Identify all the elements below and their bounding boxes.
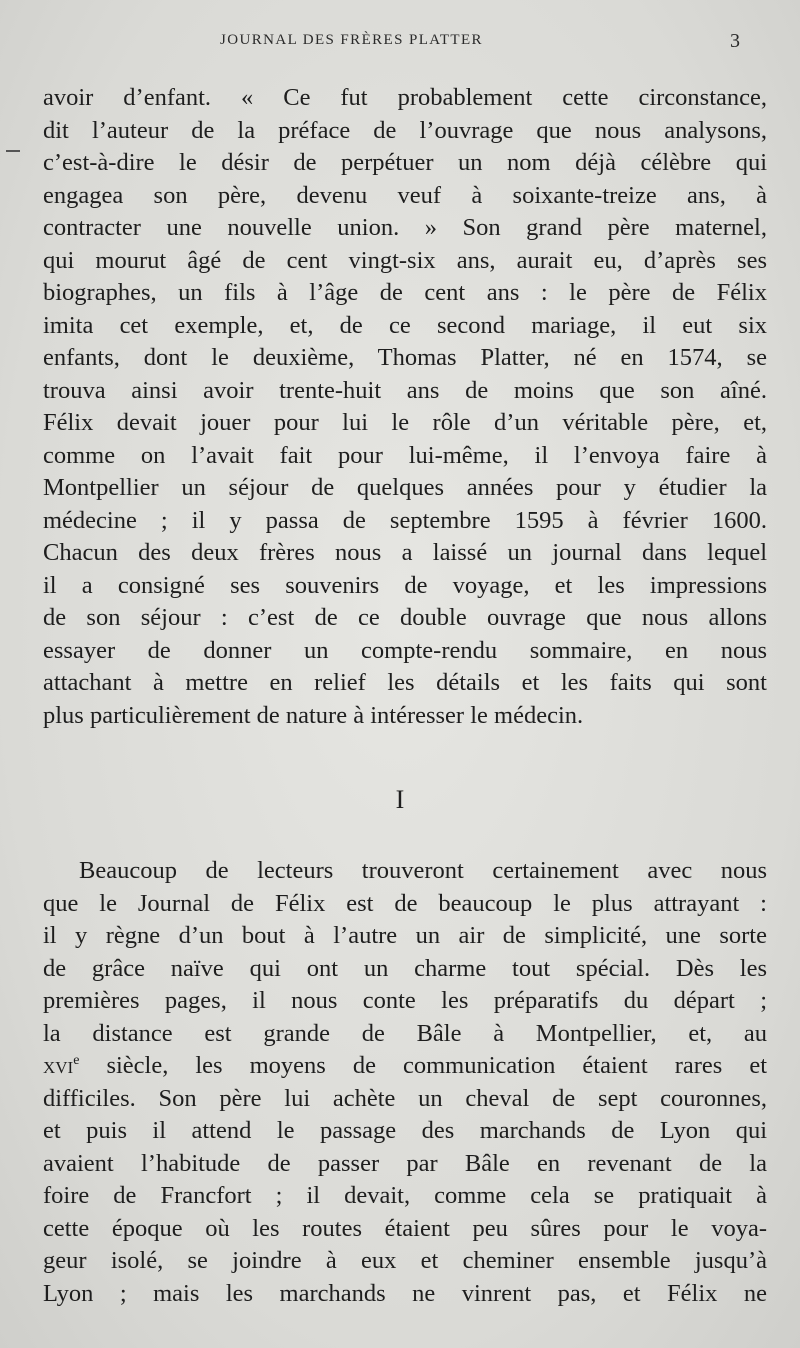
text-line: que le Journal de Félix est de beaucoup le plus attrayant : (43, 889, 767, 917)
text-line: attachant à mettre en relief les détails et les faits qui sont (43, 669, 767, 696)
text-line: Montpellier un séjour de quelques années pour y étudier la (43, 474, 767, 501)
text-line: c’est-à-dire le désir de perpétuer un nom déjà célèbre qui (43, 149, 767, 176)
text-line: Lyon ; mais les marchands ne vinrent pas, et Félix ne (43, 1279, 767, 1307)
paragraph-continued (43, 82, 767, 732)
century-line-rest: siècle, les moyens de communication étaient rares et (79, 1052, 767, 1079)
text-line: Félix devait jouer pour lui le rôle d’un véritable père, et, (43, 409, 767, 436)
text-line: avoir d’enfant. « Ce fut probablement cette circonstance, (43, 84, 767, 111)
century-superscript: e (73, 1052, 80, 1068)
text-line-century (43, 1050, 767, 1083)
text-line: foire de Francfort ; il devait, comme cela se pratiquait à (43, 1182, 767, 1209)
section-numeral: I (395, 785, 405, 814)
text-line: imita cet exemple, et, de ce second mariage, il eut six (43, 311, 767, 339)
text-line: avaient l’habitude de passer par Bâle en revenant de la (43, 1149, 767, 1177)
text-line: geur isolé, se joindre à eux et cheminer ensemble jusqu’à (43, 1247, 767, 1274)
text-line: Beaucoup de lecteurs trouveront certainement avec nous (79, 857, 767, 884)
text-line: trouva ainsi avoir trente-huit ans de moins que son aîné. (43, 376, 767, 404)
text-line: la distance est grande de Bâle à Montpellier, et, au (43, 1019, 767, 1047)
text-line: biographes, un fils à l’âge de cent ans : le père de Félix (43, 279, 767, 306)
paragraph (43, 855, 767, 1310)
text-line: il y règne d’un bout à l’autre un air de simplicité, une sorte (43, 922, 767, 949)
text-line: qui mourut âgé de cent vingt-six ans, aurait eu, d’après ses (43, 246, 767, 274)
text-line: comme on l’avait fait pour lui-même, il l’envoya faire à (43, 441, 767, 469)
text-line: dit l’auteur de la préface de l’ouvrage que nous analysons, (43, 116, 767, 144)
text-line: contracter une nouvelle union. » Son grand père maternel, (43, 214, 767, 241)
text-line: premières pages, il nous conte les préparatifs du départ ; (43, 987, 767, 1014)
running-title: JOURNAL DES FRÈRES PLATTER (220, 32, 483, 48)
text-line: Chacun des deux frères nous a laissé un journal dans lequel (43, 539, 767, 566)
margin-mark (6, 150, 20, 152)
text-line: plus particulièrement de nature à intéresser le médecin. (43, 701, 584, 729)
text-line: de son séjour : c’est de ce double ouvrage que nous allons (43, 604, 767, 631)
text-line: de grâce naïve qui ont un charme tout spécial. Dès les (43, 954, 767, 982)
text-line: engagea son père, devenu veuf à soixante-treize ans, à (43, 181, 767, 209)
century-numeral: xvi (43, 1052, 74, 1079)
text-line: essayer de donner un compte-rendu sommaire, en nous (43, 636, 767, 664)
text-line: médecine ; il y passa de septembre 1595 à février 1600. (43, 506, 767, 534)
text-line: difficiles. Son père lui achète un cheval de sept couronnes, (43, 1084, 767, 1112)
text-line: et puis il attend le passage des marchands de Lyon qui (43, 1117, 767, 1144)
text-line: cette époque où les routes étaient peu sûres pour le voya- (43, 1214, 767, 1242)
text-line: enfants, dont le deuxième, Thomas Platter, né en 1574, se (43, 344, 767, 371)
page-number: 3 (730, 30, 740, 52)
text-line: il a consigné ses souvenirs de voyage, et les impressions (43, 571, 767, 599)
